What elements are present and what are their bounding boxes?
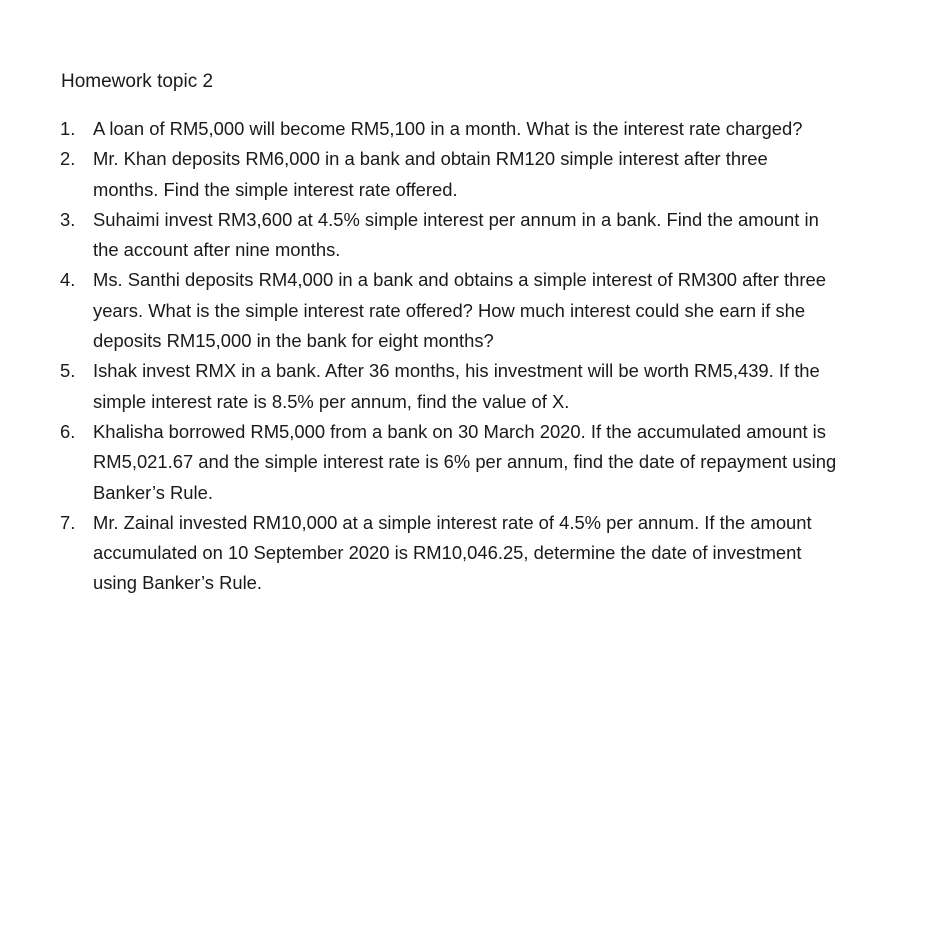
- question-number: 2.: [60, 148, 76, 170]
- document-title: Homework topic 2: [61, 71, 214, 92]
- question-item-3: [58, 205, 838, 266]
- question-text: Ms. Santhi deposits RM4,000 in a bank and obtains a simple interest of RM300 after three years. What is the simple interest rate offered? How much interest could she earn if she deposits RM15,000 in the bank for eight months?: [93, 269, 826, 352]
- question-number: 4.: [60, 269, 76, 291]
- question-number: 5.: [60, 360, 76, 382]
- question-number: 6.: [60, 420, 76, 442]
- question-item-2: [58, 144, 838, 205]
- question-number: 1.: [60, 118, 76, 139]
- question-item-6: [58, 417, 838, 508]
- question-item-7: [58, 508, 838, 599]
- question-text: Mr. Khan deposits RM6,000 in a bank and obtain RM120 simple interest after three months. Find the simple interest rate offered.: [93, 148, 768, 200]
- question-item-4: [58, 265, 838, 356]
- question-text: Mr. Zainal invested RM10,000 at a simple interest rate of 4.5% per annum. If the amount accumulated on 10 September 2020 is RM10,046.25, determine the date of investment using Banker’s Rule.: [93, 511, 812, 594]
- question-text: Ishak invest RMX in a bank. After 36 months, his investment will be worth RM5,439. If the simple interest rate is 8.5% per annum, find the value of X.: [93, 360, 820, 412]
- question-text: A loan of RM5,000 will become RM5,100 in a month. What is the interest rate charged?: [93, 118, 803, 139]
- question-text: Khalisha borrowed RM5,000 from a bank on 30 March 2020. If the accumulated amount is RM5,021.67 and the simple interest rate is 6% per annum, find the date of repayment using Banker’s Rule.: [93, 420, 837, 503]
- question-number: 7.: [60, 511, 76, 533]
- question-number: 3.: [60, 208, 76, 230]
- question-text: Suhaimi invest RM3,600 at 4.5% simple interest per annum in a bank. Find the amount in the account after nine months.: [93, 208, 819, 261]
- question-item-5: [58, 356, 838, 417]
- question-list: [58, 114, 838, 599]
- question-item-1: [58, 114, 838, 144]
